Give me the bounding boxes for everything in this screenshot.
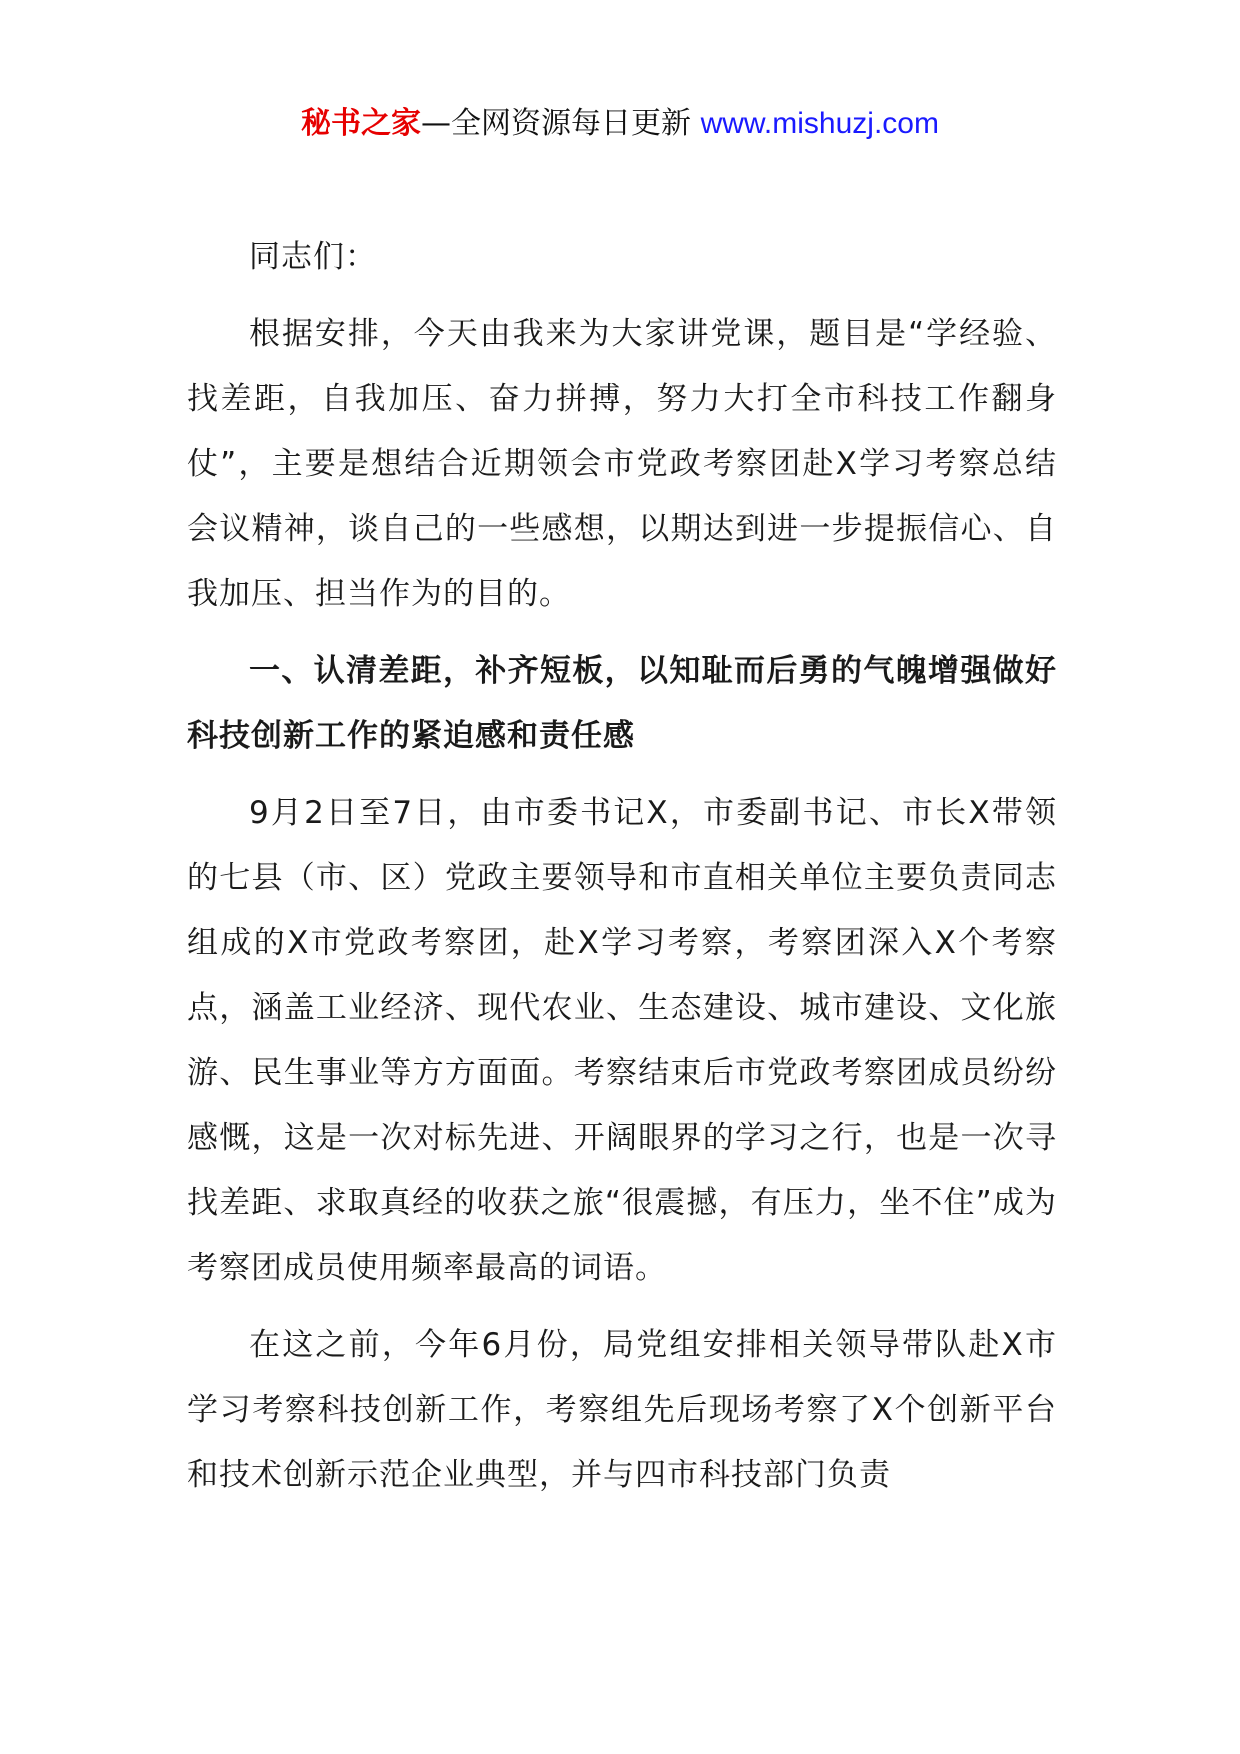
document-body	[187, 225, 1057, 1520]
section1-paragraph-2: 在这之前，今年6月份，局党组安排相关领导带队赴X市学习考察科技创新工作，考察组先后现场考察了X个创新平台和技术创新示范企业典型，并与四市科技部门负责	[187, 1327, 1057, 1493]
brand-name: 秘书之家	[301, 106, 422, 141]
salutation: 同志们：	[249, 239, 377, 275]
header-tagline: —全网资源每日更新	[421, 106, 701, 141]
section-heading-1: 一、认清差距，补齐短板，以知耻而后勇的气魄增强做好科技创新工作的紧迫感和责任感	[187, 653, 1057, 754]
page-header	[0, 102, 1240, 146]
section1-paragraph-1: 9月2日至7日，由市委书记X，市委副书记、市长X带领的七县（市、区）党政主要领导和市直相关单位主要负责同志组成的X市党政考察团，赴X学习考察，考察团深入X个考察点，涵盖工业经济、现代农业、生态建设、城市建设、文化旅游、民生事业等方方面面。考察结束后市党政考察团成员纷纷感慨，这是一次对标先进、开阔眼界的学习之行，也是一次寻找差距、求取真经的收获之旅“很震撼，有压力，坐不住”成为考察团成员使用频率最高的词语。	[187, 795, 1057, 1286]
site-url-link[interactable]: www.mishuzj.com	[700, 107, 939, 140]
intro-paragraph: 根据安排，今天由我来为大家讲党课，题目是“学经验、找差距，自我加压、奋力拼搏，努力大打全市科技工作翻身仗”，主要是想结合近期领会市党政考察团赴X学习考察总结会议精神，谈自己的一些感想，以期达到进一步提振信心、自我加压、担当作为的目的。	[187, 316, 1057, 612]
